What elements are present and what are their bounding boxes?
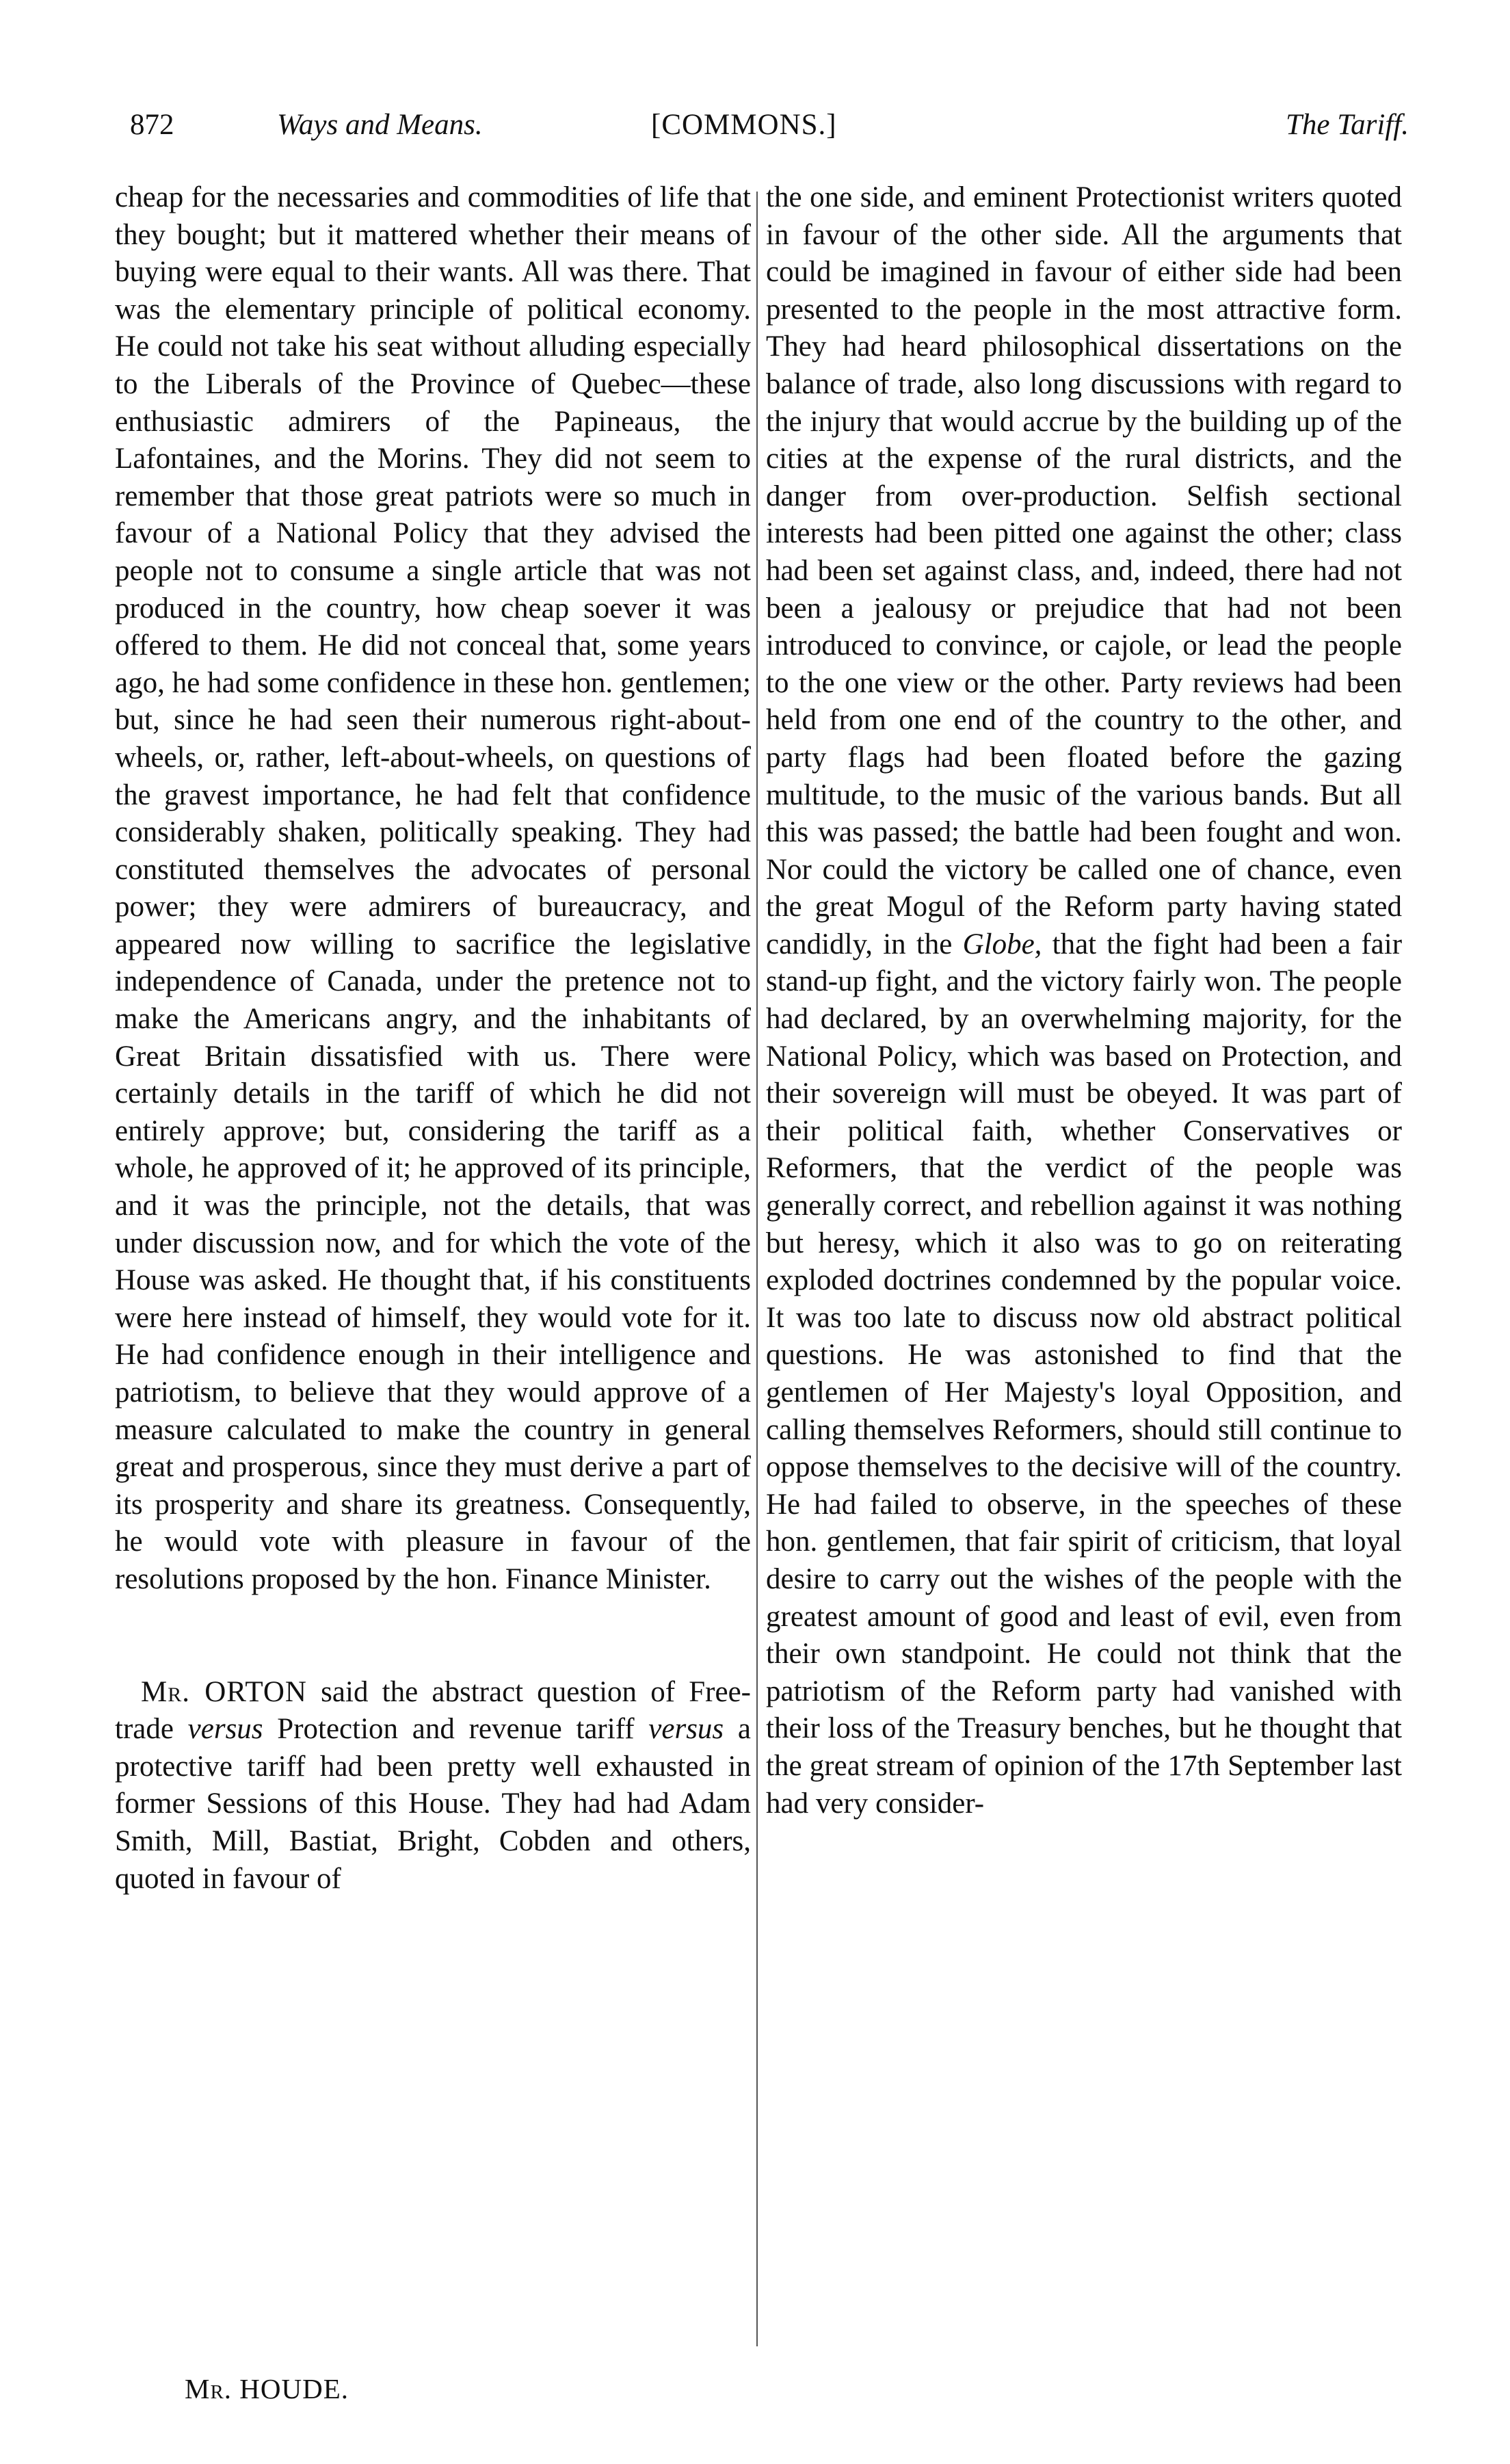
speaker-name-orton: Mr. ORTON xyxy=(141,1675,307,1708)
right-paragraph xyxy=(766,179,1402,1822)
left-paragraph-1: cheap for the necessaries and commodities of life that they bought; but it mattered whether their means of buying were equal to their wants. All was there. That was the elementary principle of political economy. He could not take his seat without alluding especially to the Liberals of the Province of Quebec—these enthusiastic admirers of the Papineaus, the Lafontaines, and the Morins. They did not seem to remember that those great patriots were so much in favour of a National Policy that they advised the people not to consume a single article that was not produced in the country, how cheap soever it was offered to them. He did not conceal that, some years ago, he had some confidence in these hon. gentlemen; but, since he had seen their numerous right-about-wheels, or, rather, left-about-wheels, on questions of the gravest importance, he had felt that confidence considerably shaken, politically speaking. They had constituted themselves the advocates of personal power; they were admirers of bureaucracy, and appeared now willing to sacrifice the legislative independence of Canada, under the pretence not to make the Americans angry, and the inhabitants of Great Britain dissatisfied with us. There were certainly details in the tariff of which he did not entirely approve; but, considering the tariff as a whole, he approved of it; he approved of its principle, and it was the principle, not the details, that was under discussion now, and for which the vote of the House was asked. He thought that, if his constituents were here instead of himself, they would vote for it. He had confidence enough in their intelligence and patriotism, to believe that they would approve of a measure calculated to make the country in general great and prosperous, since they must derive a part of its prosperity and share its greatness. Consequently, he would vote with pleasure in favour of the resolutions proposed by the hon. Finance Minister. xyxy=(115,181,751,1595)
para2-text-c: a protective tariff had been pretty well exhausted in former Sessions of this House. They had had Adam Smith, Mill, Bastiat, Bright, Cobden and others, quoted in favour of xyxy=(115,1713,751,1895)
para2-versus-1: versus xyxy=(187,1713,263,1746)
running-title-right: The Tariff. xyxy=(1285,109,1409,141)
column-divider xyxy=(756,192,758,2346)
globe-newspaper-title: Globe, xyxy=(962,928,1042,960)
right-column xyxy=(766,179,1402,2389)
right-text-b: that the fight had been a fair stand-up fight, and the victory fairly won. The people had declared, by an overwhelming majority, for the National Policy, which was based on Protection, and their sovereign will must be obeyed. It was part of their political faith, whether Conservatives or Reformers, that the verdict of the people was generally correct, and rebellion against it was nothing but heresy, which it also was to go on reiterating exploded doctrines condemned by the popular voice. It was too late to discuss now old abstract political questions. He was astonished to find that the gentlemen of Her Majesty's loyal Opposition, and calling themselves Reformers, should still continue to oppose themselves to the decisive will of the country. He had failed to observe, in the speeches of these hon. gentlemen, that fair spirit of criticism, that loyal desire to carry out the wishes of the people with the greatest amount of good and least of evil, even from their own standpoint. He could not think that the patriotism of the Reform party had vanished with their loss of the Treasury benches, but he thought that the great stream of opinion of the 17th September last had very consider- xyxy=(766,928,1403,1820)
running-title-center: [COMMONS.] xyxy=(651,109,837,141)
para2-text-a: said the abstract question of Free-trade xyxy=(115,1675,751,1746)
left-column xyxy=(115,179,751,2389)
left-paragraph-2 xyxy=(115,1674,751,1898)
para2-text-b: Protection and revenue tariff xyxy=(277,1713,635,1746)
right-text-a: the one side, and eminent Protectionist writers quoted in favour of the other side. All the arguments that could be imagined in favour of either side had been presented to the people in the most attractive form. They had heard philosophical dissertations on the balance of trade, also long discussions with regard to the injury that would accrue by the building up of the cities at the expense of the rural districts, and the danger from over-production. Selfish sectional interests had been pitted one against the other; class had been set against class, and, indeed, there had not been a jealousy or prejudice that had not been introduced to convince, or cajole, or lead the people to the one view or the other. Party reviews had been held from one end of the country to the other, and party flags had been floated before the gazing multitude, to the music of the various bands. But all this was passed; the battle had been fought and won. Nor could the victory be called one of chance, even the great Mogul of the Reform party having stated candidly, in the xyxy=(766,181,1402,960)
page-header xyxy=(123,108,1409,156)
footer-speaker: Mr. HOUDE. xyxy=(185,2373,349,2404)
page-number: 872 xyxy=(130,109,174,141)
running-title-left: Ways and Means. xyxy=(277,109,483,141)
para2-versus-2: versus xyxy=(648,1713,724,1746)
